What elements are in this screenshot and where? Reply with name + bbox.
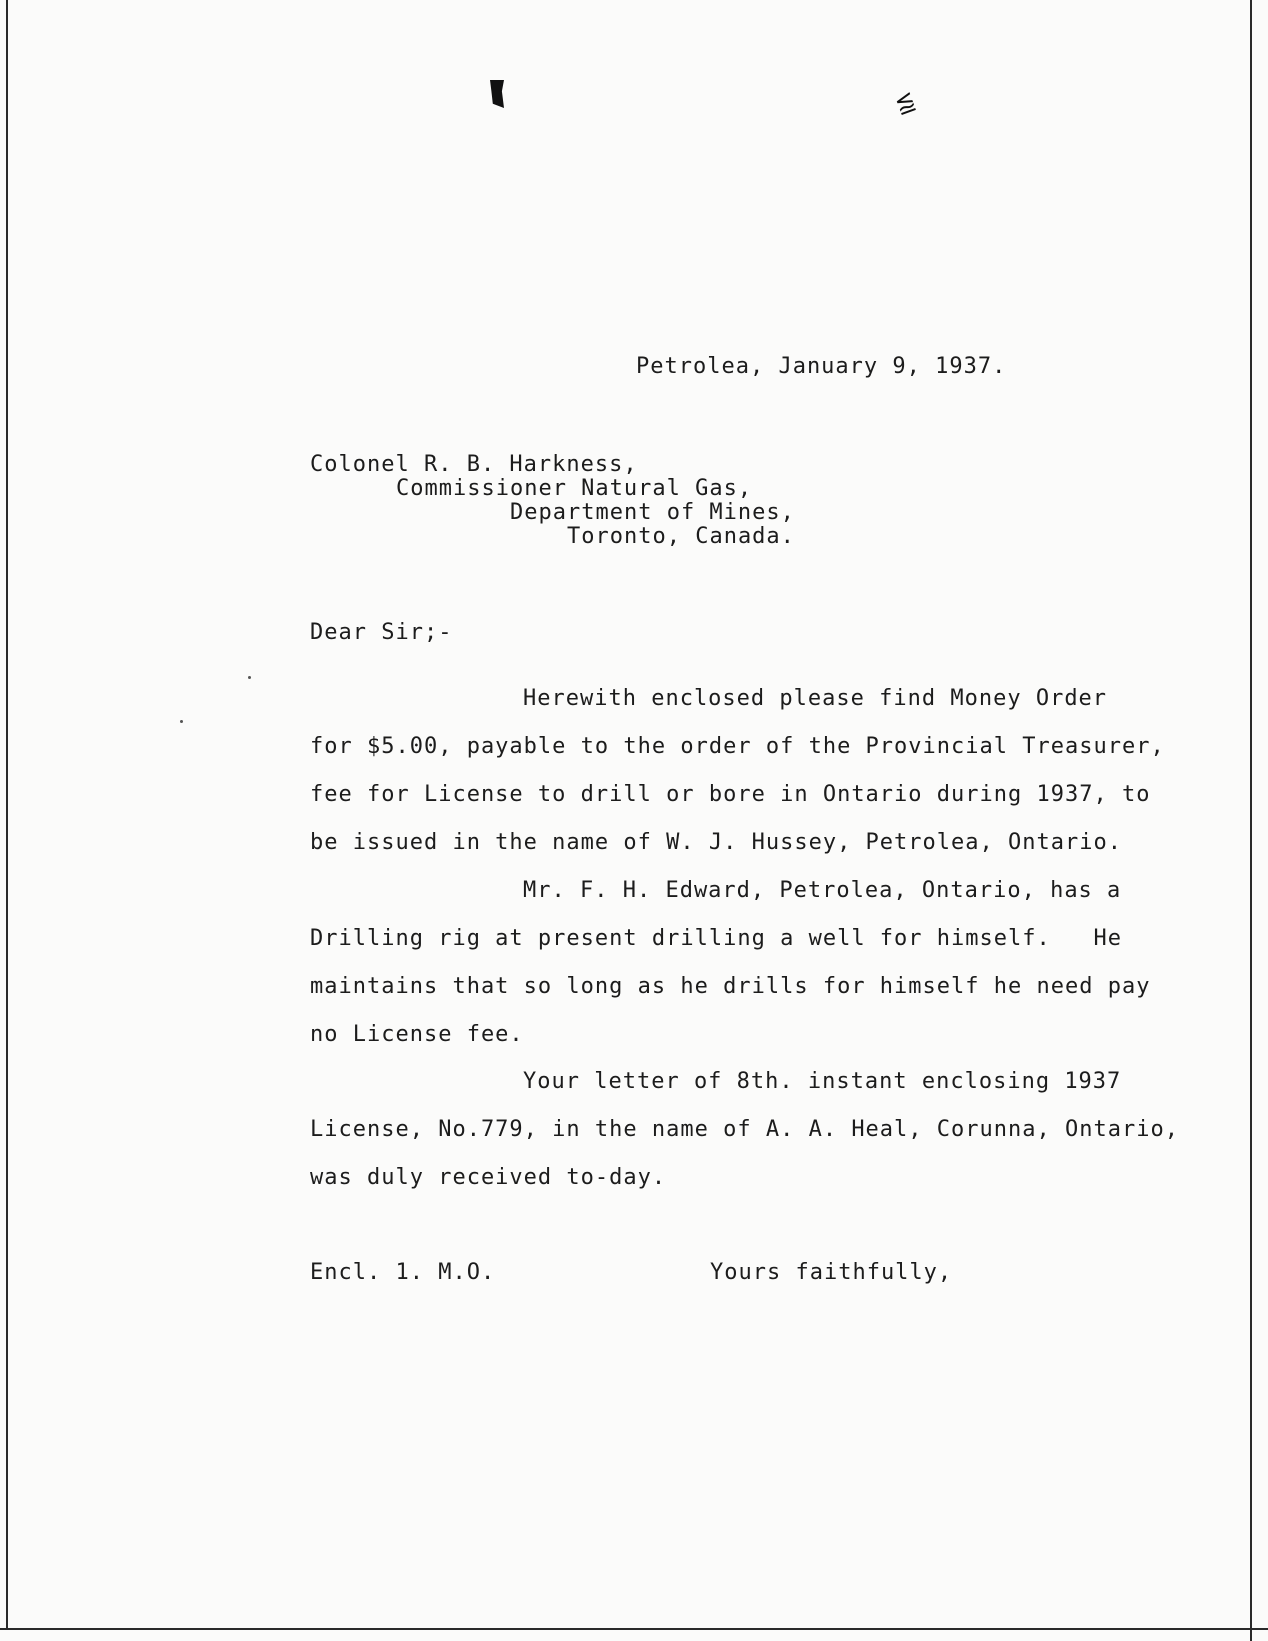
scan-edge-right	[1250, 0, 1252, 1641]
body-line: Mr. F. H. Edward, Petrolea, Ontario, has a	[523, 878, 1122, 903]
punch-mark	[490, 80, 504, 108]
speck	[248, 676, 251, 679]
body-line: Herewith enclosed please find Money Order	[523, 686, 1108, 711]
scan-edge-bottom	[0, 1628, 1268, 1630]
address-line-1: Colonel R. B. Harkness,	[310, 452, 638, 477]
dateline: Petrolea, January 9, 1937.	[636, 354, 1007, 379]
body-line: fee for License to drill or bore in Ontario during 1937, to	[310, 782, 1151, 807]
address-line-2: Commissioner Natural Gas,	[396, 476, 753, 501]
body-line: be issued in the name of W. J. Hussey, Petrolea, Ontario.	[310, 830, 1122, 855]
body-line: maintains that so long as he drills for himself he need pay	[310, 974, 1151, 999]
body-line: no License fee.	[310, 1022, 524, 1047]
body-line: License, No.779, in the name of A. A. Heal, Corunna, Ontario,	[310, 1117, 1179, 1142]
body-line: Drilling rig at present drilling a well for himself. He	[310, 926, 1122, 951]
enclosure-note: Encl. 1. M.O.	[310, 1260, 496, 1285]
body-line: for $5.00, payable to the order of the Provincial Treasurer,	[310, 734, 1165, 759]
body-line: was duly received to-day.	[310, 1165, 667, 1190]
salutation: Dear Sir;-	[310, 620, 453, 645]
closing: Yours faithfully,	[710, 1260, 953, 1285]
scan-edge-left	[6, 0, 8, 1630]
address-line-4: Toronto, Canada.	[567, 524, 795, 549]
address-line-3: Department of Mines,	[510, 500, 795, 525]
ink-mark: ⪍	[890, 85, 921, 119]
speck	[180, 720, 183, 723]
body-line: Your letter of 8th. instant enclosing 1937	[523, 1069, 1122, 1094]
